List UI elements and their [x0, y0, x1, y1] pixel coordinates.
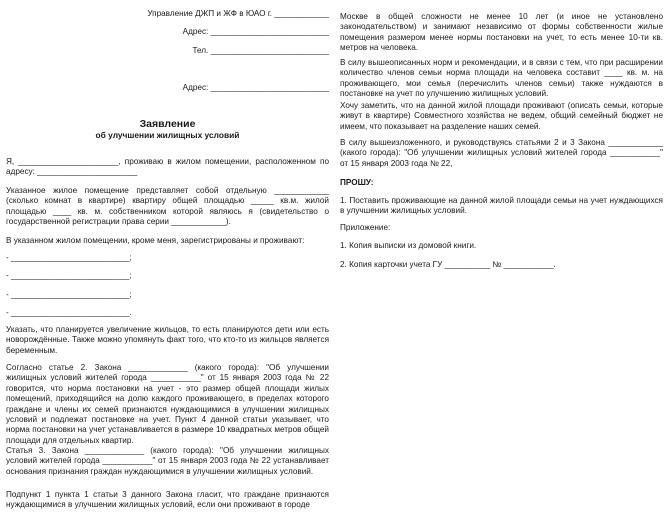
resident-line-3: - __________________________; — [6, 290, 132, 299]
attachment-2: 2. Копия карточки учета ГУ __________ № ___________. — [340, 260, 556, 269]
family-growth-paragraph: Указать, что планируется увеличение жильцов, то есть планируются дети или есть новорождённые. Также можно упомянуть факт того, что кто-то из жильцов является беременным. — [6, 325, 329, 355]
resident-line-2: - __________________________; — [6, 271, 132, 280]
request-heading: ПРОШУ: — [340, 178, 374, 187]
article-3-paragraph: Статья 3. Закона _____________ (какого города): "Об улучшении жилищных условий жителей города ___________" от 15 января 2003 года № 22 устанавливает основания признания граждан нуждающимися в улучшении жилищных условий. — [6, 446, 329, 476]
residence-paragraph: Москве в общей сложности не менее 10 лет (и иное не установлено законодательством) и занимают независимо от формы собственности жилые помещения размером менее нормы постановки на учет, то есть менее 10-ти кв. метров на человека. — [340, 12, 663, 53]
header-address: Адрес: __________________________ — [182, 27, 329, 36]
resident-line-1: - __________________________; — [6, 253, 132, 262]
document-subtitle: об улучшении жилищных условий — [95, 130, 240, 140]
norms-paragraph: В силу вышеописанных норм и рекомендации, и в связи с тем, что при расширении количество членов семьи норма площади на человека составит ____ кв. м. на проживающего, мои семья (перечислить членов семьи) также нуждаются в постановке на учет по улучшению жилищных условий. — [340, 58, 663, 99]
subclause-paragraph: Подпункт 1 пункта 1 статьи 3 данного Закона гласит, что граждане признаются нуждающимися в улучшении жилищных условий, если они проживают в городе — [6, 490, 329, 510]
residents-intro: В указанном жилом помещении, кроме меня, зарегистрированы и проживают: — [6, 236, 305, 245]
document-title: Заявление — [139, 118, 196, 130]
grounds-paragraph: В силу вышеизложенного, и руководствуясь статьями 2 и 3 Закона ____________ (какого города): "Об улучшении жилищных условий жителей города ___________" от 15 января 2003 года № 22, — [340, 138, 663, 168]
resident-line-4: - __________________________. — [6, 308, 132, 317]
header-address-2: Адрес: __________________________ — [182, 83, 329, 92]
article-2-paragraph: Согласно статье 2. Закона _____________ (какого города): "Об улучшении жилищных условий жителей города ___________" от 15 января 2003 года № 22 говорится, что норма постановки на учет - это размер общей площади жилых помещений, приходящийся на долю каждого проживающего, в пределах которого граждане и члены их семей признаются нуждающимися в улучшении жилищных условий и подлежат постановке на учет. Пункт 4 данной статьи указывает, что норма постановки на учет устанавливается в размере 10 квадратных метров общей площади для отдельных квартир. — [6, 363, 329, 445]
applicant-paragraph: Я, ______________________, проживаю в жилом помещении, расположенном по адресу: ______________________ — [6, 157, 329, 177]
attachments-heading: Приложение: — [340, 223, 391, 232]
header-department: Управление ДЖП и ЖФ в ЮАО г. ____________ — [147, 9, 329, 18]
header-phone: Тел. __________________________ — [192, 46, 329, 55]
dwelling-paragraph: Указанное жилое помещение представляет собой отдельную ____________ (сколько комнат в квартире) квартиру общей площадью _____ кв.м. жилой площадью ____ кв. м. собственником которой являюсь я (свидетельство о государственной регистрации права серии ____________). — [6, 186, 329, 227]
attachment-1: 1. Копия выписки из домовой книги. — [340, 241, 477, 250]
request-item: 1. Поставить проживающие на данной жилой площади семьи на учет нуждающихся в улучшении жилищных условий. — [340, 196, 663, 216]
households-paragraph: Хочу заметить, что на данной жилой площади проживают (описать семьи, которые живут в квартире) Совместного хозяйства не ведем, общий семейный бюджет не имеем, что показывает на разделение наших семей. — [340, 101, 663, 131]
